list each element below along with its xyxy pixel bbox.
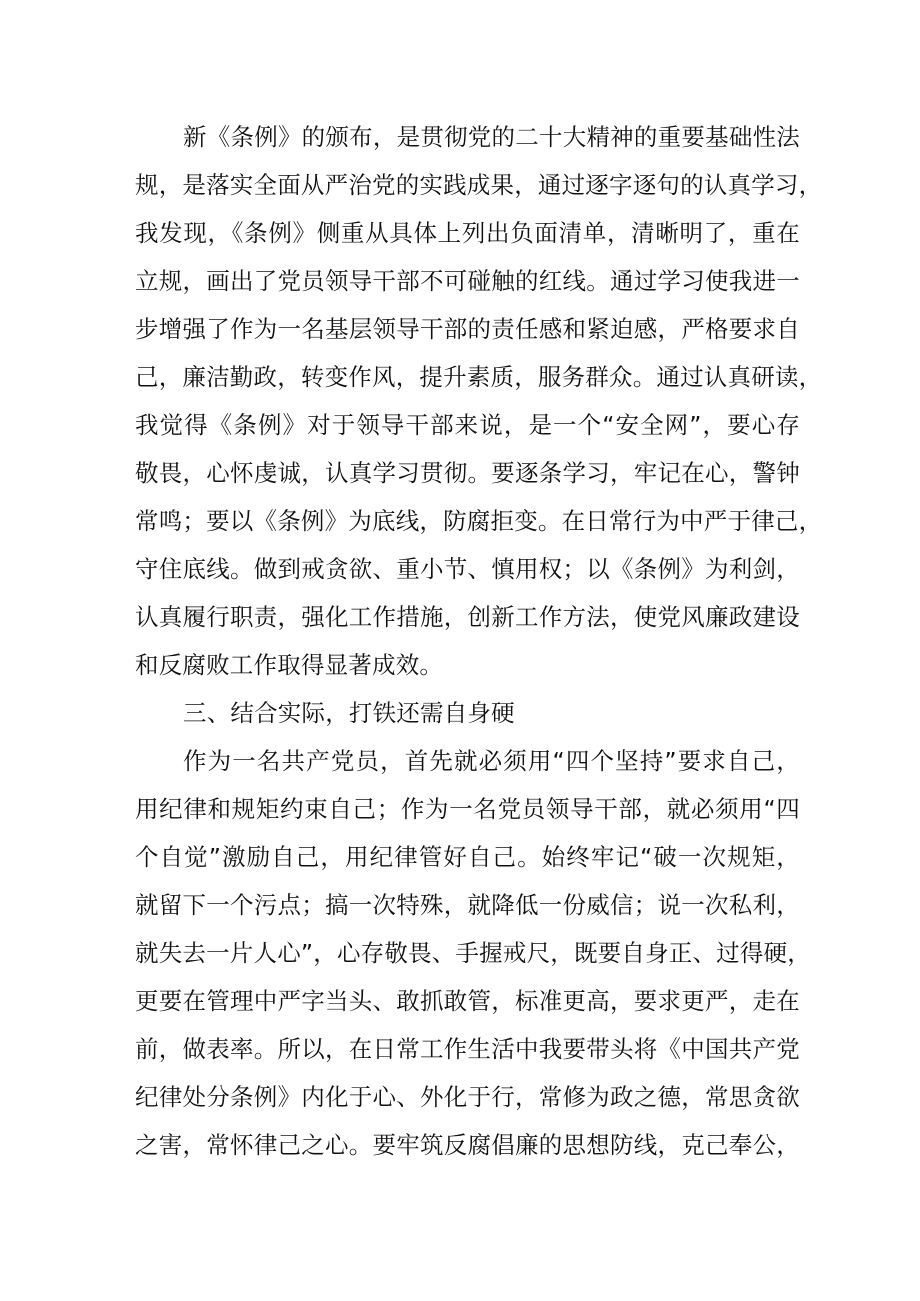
paragraph-line: 立规，画出了党员领导干部不可碰触的红线。通过学习使我进一 — [135, 267, 800, 295]
paragraph-line: 常鸣；要以《条例》为底线，防腐拒变。在日常行为中严于律己， — [135, 507, 823, 535]
paragraph-line: 我觉得《条例》对于领导干部来说，是一个“安全网”，要心存 — [135, 411, 800, 439]
paragraph-line: 用纪律和规矩约束自己；作为一名党员领导干部，就必须用“四 — [135, 795, 800, 823]
paragraph-line: 之害，常怀律己之心。要牢筑反腐倡廉的思想防线，克己奉公， — [135, 1131, 800, 1159]
section-heading — [135, 689, 800, 737]
paragraph-line: 更要在管理中严字当头、敢抓敢管，标准更高，要求更严，走在 — [135, 987, 800, 1015]
document-body — [135, 113, 823, 1169]
paragraph-line: 作为一名共产党员，首先就必须用“四个坚持”要求自己， — [183, 747, 800, 775]
section-heading-text: 三、结合实际，打铁还需自身硬 — [183, 699, 515, 727]
paragraph-line: 纪律处分条例》内化于心、外化于行，常修为政之德，常思贪欲 — [135, 1083, 800, 1111]
paragraph-line: 己，廉洁勤政，转变作风，提升素质，服务群众。通过认真研读， — [135, 363, 823, 391]
paragraph-line: 认真履行职责，强化工作措施，创新工作方法，使党风廉政建设 — [135, 603, 800, 631]
paragraph-1 — [135, 113, 823, 689]
paragraph-line: 我发现，《条例》侧重从具体上列出负面清单，清晰明了，重在 — [135, 219, 800, 247]
paragraph-line: 步增强了作为一名基层领导干部的责任感和紧迫感，严格要求自 — [135, 315, 800, 343]
paragraph-line: 规，是落实全面从严治党的实践成果，通过逐字逐句的认真学习， — [135, 171, 823, 199]
paragraph-2 — [135, 737, 811, 1169]
paragraph-line: 敬畏，心怀虔诚，认真学习贯彻。要逐条学习，牢记在心，警钟 — [135, 459, 800, 487]
paragraph-line: 和反腐败工作取得显著成效。 — [135, 651, 444, 679]
paragraph-line: 个自觉”激励自己，用纪律管好自己。始终牢记“破一次规矩， — [135, 843, 800, 871]
paragraph-line: 前，做表率。所以，在日常工作生活中我要带头将《中国共产党 — [135, 1035, 800, 1063]
paragraph-line: 守住底线。做到戒贪欲、重小节、慎用权；以《条例》为利剑， — [135, 555, 800, 583]
paragraph-line: 新《条例》的颁布，是贯彻党的二十大精神的重要基础性法 — [183, 123, 800, 151]
paragraph-line: 就失去一片人心”，心存敬畏、手握戒尺，既要自身正、过得硬， — [135, 939, 811, 967]
paragraph-line: 就留下一个污点；搞一次特殊，就降低一份威信；说一次私利， — [135, 891, 800, 919]
